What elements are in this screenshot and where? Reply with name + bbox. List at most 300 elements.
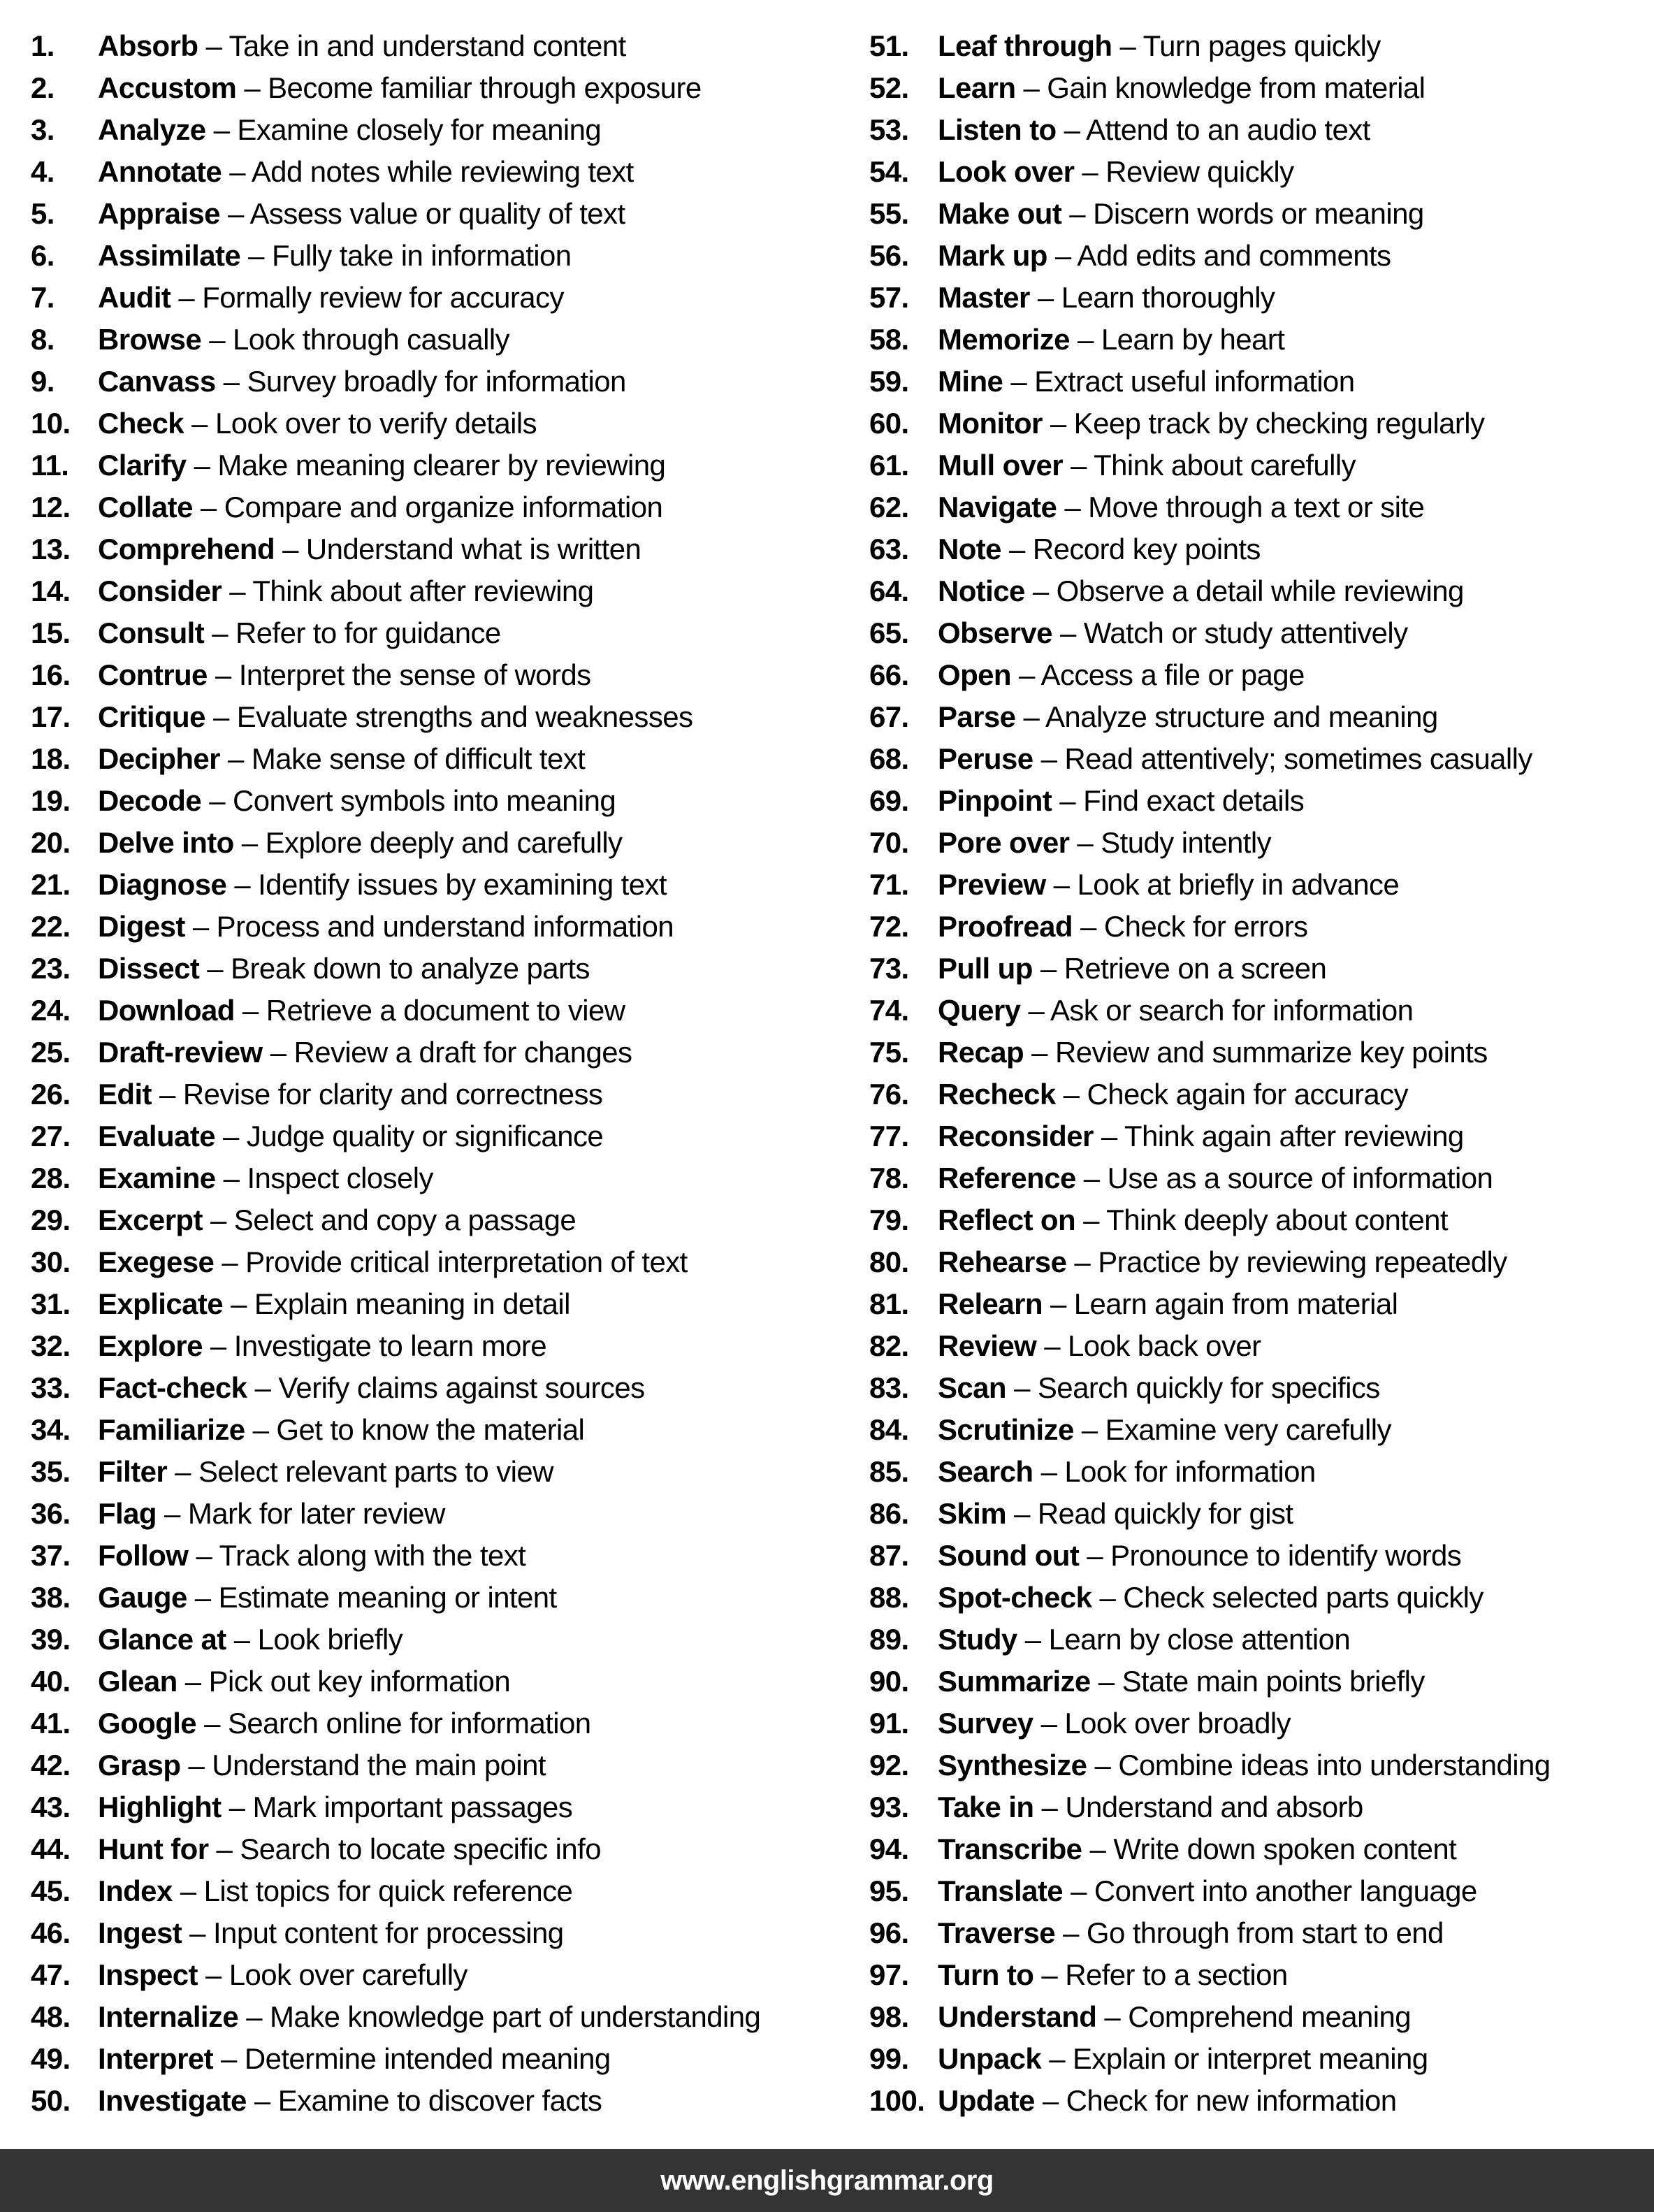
item-term: Grasp [98, 1749, 181, 1781]
item-term: Highlight [98, 1791, 222, 1823]
item-number: 20. [31, 826, 71, 859]
item-term: Edit [98, 1078, 152, 1111]
item-definition: – Use as a source of information [1075, 1162, 1493, 1194]
list-item [869, 654, 1551, 696]
item-number: 44. [31, 1833, 71, 1865]
item-number: 36. [31, 1497, 71, 1530]
item-number: 37. [31, 1539, 71, 1572]
item-number: 49. [31, 2042, 71, 2075]
item-number: 1. [31, 29, 55, 62]
item-term: Scrutinize [938, 1413, 1074, 1446]
item-number: 5. [31, 197, 55, 230]
list-item [31, 864, 760, 906]
website-url: www.englishgrammar.org [660, 2164, 994, 2196]
item-definition: – Look over to verify details [184, 407, 537, 440]
item-number: 35. [31, 1455, 71, 1488]
item-number: 63. [869, 533, 909, 565]
item-definition: – Keep track by checking regularly [1042, 407, 1485, 440]
item-definition: – Practice by reviewing repeatedly [1066, 1245, 1507, 1278]
item-number: 27. [31, 1120, 71, 1152]
item-term: Draft-review [98, 1036, 263, 1069]
item-definition: – Look back over [1036, 1329, 1261, 1362]
item-definition: – Attend to an audio text [1056, 113, 1370, 146]
item-number: 2. [31, 71, 55, 104]
item-definition: – Think about after reviewing [222, 574, 594, 607]
item-number: 77. [869, 1120, 909, 1152]
item-definition: – Look for information [1033, 1455, 1316, 1488]
item-term: Summarize [938, 1665, 1091, 1698]
item-definition: – Convert into another language [1063, 1874, 1477, 1907]
item-number: 73. [869, 952, 909, 985]
item-definition: – Pronounce to identify words [1079, 1539, 1462, 1572]
list-item [31, 738, 760, 780]
list-item [869, 1744, 1551, 1786]
item-definition: – Track along with the text [188, 1539, 526, 1572]
list-item [869, 319, 1551, 361]
item-definition: – Refer to a section [1033, 1958, 1288, 1991]
item-number: 25. [31, 1036, 71, 1069]
item-number: 4. [31, 155, 55, 188]
list-item [31, 1703, 760, 1744]
list-item [869, 109, 1551, 151]
list-item [31, 1870, 760, 1912]
item-definition: – Move through a text or site [1057, 491, 1425, 523]
item-term: Notice [938, 574, 1025, 607]
item-number: 70. [869, 826, 909, 859]
item-number: 31. [31, 1287, 71, 1320]
list-item [31, 612, 760, 654]
list-item [869, 612, 1551, 654]
item-number: 28. [31, 1162, 71, 1194]
list-item [31, 486, 760, 528]
list-item [869, 486, 1551, 528]
item-term: Peruse [938, 742, 1033, 775]
item-definition: – Comprehend meaning [1096, 2000, 1412, 2033]
item-definition: – Inspect closely [215, 1162, 433, 1194]
item-definition: – Add edits and comments [1047, 239, 1391, 272]
item-term: Leaf through [938, 29, 1112, 62]
item-term: Mark up [938, 239, 1047, 272]
item-term: Monitor [938, 407, 1043, 440]
item-term: Master [938, 281, 1030, 314]
item-definition: – Make sense of difficult text [219, 742, 586, 775]
list-item [869, 528, 1551, 570]
item-definition: – Explain meaning in detail [223, 1287, 570, 1320]
item-number: 10. [31, 407, 71, 440]
list-item [31, 1032, 760, 1074]
item-term: Fact-check [98, 1371, 247, 1404]
list-item [869, 1703, 1551, 1744]
item-number: 29. [31, 1203, 71, 1236]
item-term: Dissect [98, 952, 200, 985]
item-definition: – Interpret the sense of words [207, 658, 591, 691]
list-item [31, 444, 760, 486]
item-definition: – Learn thoroughly [1029, 281, 1275, 314]
list-item [31, 403, 760, 444]
item-term: Critique [98, 700, 205, 733]
list-item [869, 1157, 1551, 1199]
item-number: 95. [869, 1874, 909, 1907]
item-definition: – Read quickly for gist [1006, 1497, 1293, 1530]
list-item [31, 151, 760, 193]
list-item [31, 2038, 760, 2080]
item-term: Understand [938, 2000, 1097, 2033]
list-item [869, 1786, 1551, 1828]
item-term: Mull over [938, 449, 1063, 482]
list-item [31, 1493, 760, 1535]
item-term: Update [938, 2084, 1035, 2117]
item-definition: – Mark for later review [156, 1497, 445, 1530]
item-definition: – Review a draft for changes [262, 1036, 632, 1069]
list-item [869, 906, 1551, 948]
item-term: Analyze [98, 113, 206, 146]
item-term: Evaluate [98, 1120, 215, 1152]
list-item [31, 1912, 760, 1954]
item-term: Absorb [98, 29, 198, 62]
item-term: Observe [938, 616, 1052, 649]
item-definition: – Extract useful information [1003, 365, 1355, 398]
footer-banner [0, 2149, 1654, 2212]
item-number: 51. [869, 29, 909, 62]
item-term: Study [938, 1623, 1017, 1656]
item-number: 23. [31, 952, 71, 985]
list-item [869, 277, 1551, 319]
item-definition: – Understand what is written [275, 533, 641, 565]
item-term: Annotate [98, 155, 222, 188]
item-number: 90. [869, 1665, 909, 1698]
item-definition: – Convert symbols into meaning [201, 784, 616, 817]
item-term: Browse [98, 323, 202, 356]
item-definition: – Check for errors [1072, 910, 1308, 943]
item-term: Recap [938, 1036, 1024, 1069]
item-term: Comprehend [98, 533, 275, 565]
item-number: 43. [31, 1791, 71, 1823]
list-item [31, 906, 760, 948]
item-term: Audit [98, 281, 171, 314]
item-definition: – Look over broadly [1033, 1707, 1291, 1740]
item-term: Survey [938, 1707, 1033, 1740]
item-number: 17. [31, 700, 71, 733]
item-number: 42. [31, 1749, 71, 1781]
item-number: 7. [31, 281, 55, 314]
item-number: 92. [869, 1749, 909, 1781]
item-term: Parse [938, 700, 1016, 733]
item-number: 14. [31, 574, 71, 607]
list-item [869, 193, 1551, 235]
item-term: Flag [98, 1497, 157, 1530]
list-item [869, 1954, 1551, 1996]
item-term: Clarify [98, 449, 187, 482]
item-definition: – Study intently [1069, 826, 1271, 859]
item-definition: – Process and understand information [184, 910, 674, 943]
item-definition: – Gain knowledge from material [1015, 71, 1426, 104]
item-term: Unpack [938, 2042, 1042, 2075]
item-number: 78. [869, 1162, 909, 1194]
list-item [869, 444, 1551, 486]
item-number: 24. [31, 994, 71, 1027]
item-definition: – Identify issues by examining text [226, 868, 667, 901]
list-item [31, 1115, 760, 1157]
item-number: 76. [869, 1078, 909, 1111]
item-number: 66. [869, 658, 909, 691]
list-item [869, 948, 1551, 990]
item-number: 45. [31, 1874, 71, 1907]
item-term: Index [98, 1874, 173, 1907]
item-number: 59. [869, 365, 909, 398]
list-item [869, 151, 1551, 193]
item-number: 30. [31, 1245, 71, 1278]
item-definition: – Understand and absorb [1033, 1791, 1363, 1823]
list-item [869, 1241, 1551, 1283]
item-definition: – Compare and organize information [192, 491, 663, 523]
item-term: Sound out [938, 1539, 1080, 1572]
item-number: 50. [31, 2084, 71, 2117]
list-item [31, 1577, 760, 1619]
list-item [31, 1283, 760, 1325]
item-number: 53. [869, 113, 909, 146]
item-definition: – Look briefly [226, 1623, 403, 1656]
item-definition: – Turn pages quickly [1112, 29, 1381, 62]
item-number: 74. [869, 994, 909, 1027]
item-term: Follow [98, 1539, 189, 1572]
list-item [31, 1619, 760, 1661]
item-definition: – Make meaning clearer by reviewing [186, 449, 666, 482]
item-definition: – Evaluate strengths and weaknesses [205, 700, 693, 733]
item-number: 82. [869, 1329, 909, 1362]
item-definition: – Get to know the material [245, 1413, 585, 1446]
list-item [31, 193, 760, 235]
item-term: Decipher [98, 742, 220, 775]
item-term: Proofread [938, 910, 1073, 943]
item-number: 33. [31, 1371, 71, 1404]
item-definition: – Review and summarize key points [1024, 1036, 1488, 1069]
list-item [31, 1954, 760, 1996]
list-item [31, 1241, 760, 1283]
item-number: 22. [31, 910, 71, 943]
item-term: Appraise [98, 197, 220, 230]
item-term: Familiarize [98, 1413, 245, 1446]
item-definition: – Learn again from material [1042, 1287, 1398, 1320]
item-term: Turn to [938, 1958, 1034, 1991]
item-definition: – Formally review for accuracy [171, 281, 564, 314]
item-number: 52. [869, 71, 909, 104]
item-definition: – Take in and understand content [198, 29, 626, 62]
item-term: Scan [938, 1371, 1006, 1404]
list-item [869, 1115, 1551, 1157]
item-number: 16. [31, 658, 71, 691]
item-number: 62. [869, 491, 909, 523]
item-definition: – Judge quality or significance [215, 1120, 604, 1152]
list-item [869, 1493, 1551, 1535]
item-definition: – Look over carefully [197, 1958, 467, 1991]
item-definition: – Learn by close attention [1017, 1623, 1351, 1656]
item-definition: – Write down spoken content [1082, 1833, 1457, 1865]
item-definition: – Think about carefully [1062, 449, 1356, 482]
item-definition: – Verify claims against sources [247, 1371, 645, 1404]
item-number: 3. [31, 113, 55, 146]
item-definition: – Input content for processing [182, 1916, 564, 1949]
item-definition: – Determine intended meaning [212, 2042, 611, 2075]
item-definition: – Think again after reviewing [1093, 1120, 1464, 1152]
item-term: Hunt for [98, 1833, 209, 1865]
item-definition: – Pick out key information [177, 1665, 511, 1698]
item-definition: – Examine closely for meaning [205, 113, 602, 146]
list-item [31, 696, 760, 738]
list-item [869, 1661, 1551, 1703]
list-item [869, 361, 1551, 403]
item-number: 48. [31, 2000, 71, 2033]
item-term: Review [938, 1329, 1037, 1362]
list-item [31, 822, 760, 864]
item-term: Investigate [98, 2084, 247, 2117]
item-term: Canvass [98, 365, 216, 398]
item-number: 58. [869, 323, 909, 356]
item-number: 100. [869, 2084, 925, 2117]
item-term: Decode [98, 784, 202, 817]
list-item [31, 1996, 760, 2038]
item-number: 85. [869, 1455, 909, 1488]
item-number: 75. [869, 1036, 909, 1069]
item-term: Interpret [98, 2042, 213, 2075]
item-definition: – Mark important passages [221, 1791, 573, 1823]
item-number: 8. [31, 323, 55, 356]
list-item [31, 25, 760, 67]
list-item [31, 109, 760, 151]
item-definition: – Break down to analyze parts [199, 952, 590, 985]
item-term: Synthesize [938, 1749, 1087, 1781]
item-definition: – Check again for accuracy [1055, 1078, 1408, 1111]
list-item [31, 948, 760, 990]
item-definition: – Make knowledge part of understanding [238, 2000, 761, 2033]
item-term: Reflect on [938, 1203, 1076, 1236]
item-definition: – Become familiar through exposure [236, 71, 702, 104]
item-number: 81. [869, 1287, 909, 1320]
item-term: Relearn [938, 1287, 1043, 1320]
item-term: Rehearse [938, 1245, 1067, 1278]
item-term: Pore over [938, 826, 1070, 859]
list-item [31, 528, 760, 570]
item-definition: – Examine very carefully [1073, 1413, 1391, 1446]
item-definition: – Examine to discover facts [246, 2084, 602, 2117]
list-item [869, 2038, 1551, 2080]
item-definition: – Ask or search for information [1020, 994, 1414, 1027]
list-item [869, 1325, 1551, 1367]
list-item [869, 1032, 1551, 1074]
item-term: Download [98, 994, 235, 1027]
item-term: Contrue [98, 658, 208, 691]
item-number: 26. [31, 1078, 71, 1111]
list-item [869, 403, 1551, 444]
item-number: 80. [869, 1245, 909, 1278]
list-item [31, 235, 760, 277]
list-item [31, 1157, 760, 1199]
list-item [31, 1828, 760, 1870]
item-number: 12. [31, 491, 71, 523]
item-term: Navigate [938, 491, 1057, 523]
item-term: Consult [98, 616, 205, 649]
item-term: Excerpt [98, 1203, 203, 1236]
item-number: 11. [31, 449, 69, 482]
item-term: Consider [98, 574, 222, 607]
list-item [869, 2080, 1551, 2122]
item-definition: – Read attentively; sometimes casually [1033, 742, 1532, 775]
item-number: 72. [869, 910, 909, 943]
item-definition: – Investigate to learn more [202, 1329, 547, 1362]
item-definition: – Combine ideas into understanding [1087, 1749, 1551, 1781]
item-term: Make out [938, 197, 1062, 230]
item-term: Glean [98, 1665, 177, 1698]
item-term: Glance at [98, 1623, 226, 1656]
item-definition: – Discern words or meaning [1061, 197, 1424, 230]
item-number: 46. [31, 1916, 71, 1949]
item-term: Take in [938, 1791, 1034, 1823]
item-term: Reference [938, 1162, 1076, 1194]
list-item [31, 1744, 760, 1786]
item-number: 55. [869, 197, 909, 230]
item-term: Filter [98, 1455, 168, 1488]
item-number: 71. [869, 868, 909, 901]
list-item [869, 570, 1551, 612]
list-item [31, 1199, 760, 1241]
item-definition: – Think deeply about content [1075, 1203, 1448, 1236]
item-term: Skim [938, 1497, 1006, 1530]
list-item [869, 1283, 1551, 1325]
item-term: Reconsider [938, 1120, 1094, 1152]
item-definition: – Select and copy a passage [202, 1203, 576, 1236]
item-term: Check [98, 407, 184, 440]
item-number: 15. [31, 616, 71, 649]
item-definition: – List topics for quick reference [172, 1874, 573, 1907]
list-item [869, 990, 1551, 1032]
item-number: 19. [31, 784, 71, 817]
item-term: Google [98, 1707, 197, 1740]
item-term: Inspect [98, 1958, 198, 1991]
item-number: 61. [869, 449, 909, 482]
item-definition: – Go through from start to end [1055, 1916, 1444, 1949]
list-item [869, 1912, 1551, 1954]
item-definition: – Record key points [1001, 533, 1261, 565]
item-definition: – Observe a detail while reviewing [1024, 574, 1464, 607]
item-definition: – Look at briefly in advance [1045, 868, 1400, 901]
list-item [869, 864, 1551, 906]
item-definition: – Explore deeply and carefully [233, 826, 623, 859]
item-term: Memorize [938, 323, 1070, 356]
item-number: 57. [869, 281, 909, 314]
item-term: Internalize [98, 2000, 239, 2033]
item-term: Open [938, 658, 1011, 691]
item-term: Explicate [98, 1287, 224, 1320]
item-definition: – Refer to for guidance [204, 616, 501, 649]
item-definition: – Watch or study attentively [1052, 616, 1408, 649]
item-number: 87. [869, 1539, 909, 1572]
item-number: 65. [869, 616, 909, 649]
item-term: Search [938, 1455, 1033, 1488]
item-number: 96. [869, 1916, 909, 1949]
item-term: Exegese [98, 1245, 215, 1278]
item-term: Listen to [938, 113, 1057, 146]
item-number: 67. [869, 700, 909, 733]
item-number: 97. [869, 1958, 909, 1991]
item-number: 64. [869, 574, 909, 607]
item-definition: – Look through casually [201, 323, 510, 356]
item-definition: – Retrieve a document to view [234, 994, 625, 1027]
item-number: 9. [31, 365, 55, 398]
item-number: 88. [869, 1581, 909, 1614]
item-definition: – Select relevant parts to view [167, 1455, 553, 1488]
item-term: Spot-check [938, 1581, 1092, 1614]
item-definition: – Retrieve on a screen [1032, 952, 1327, 985]
list-item [31, 67, 760, 109]
